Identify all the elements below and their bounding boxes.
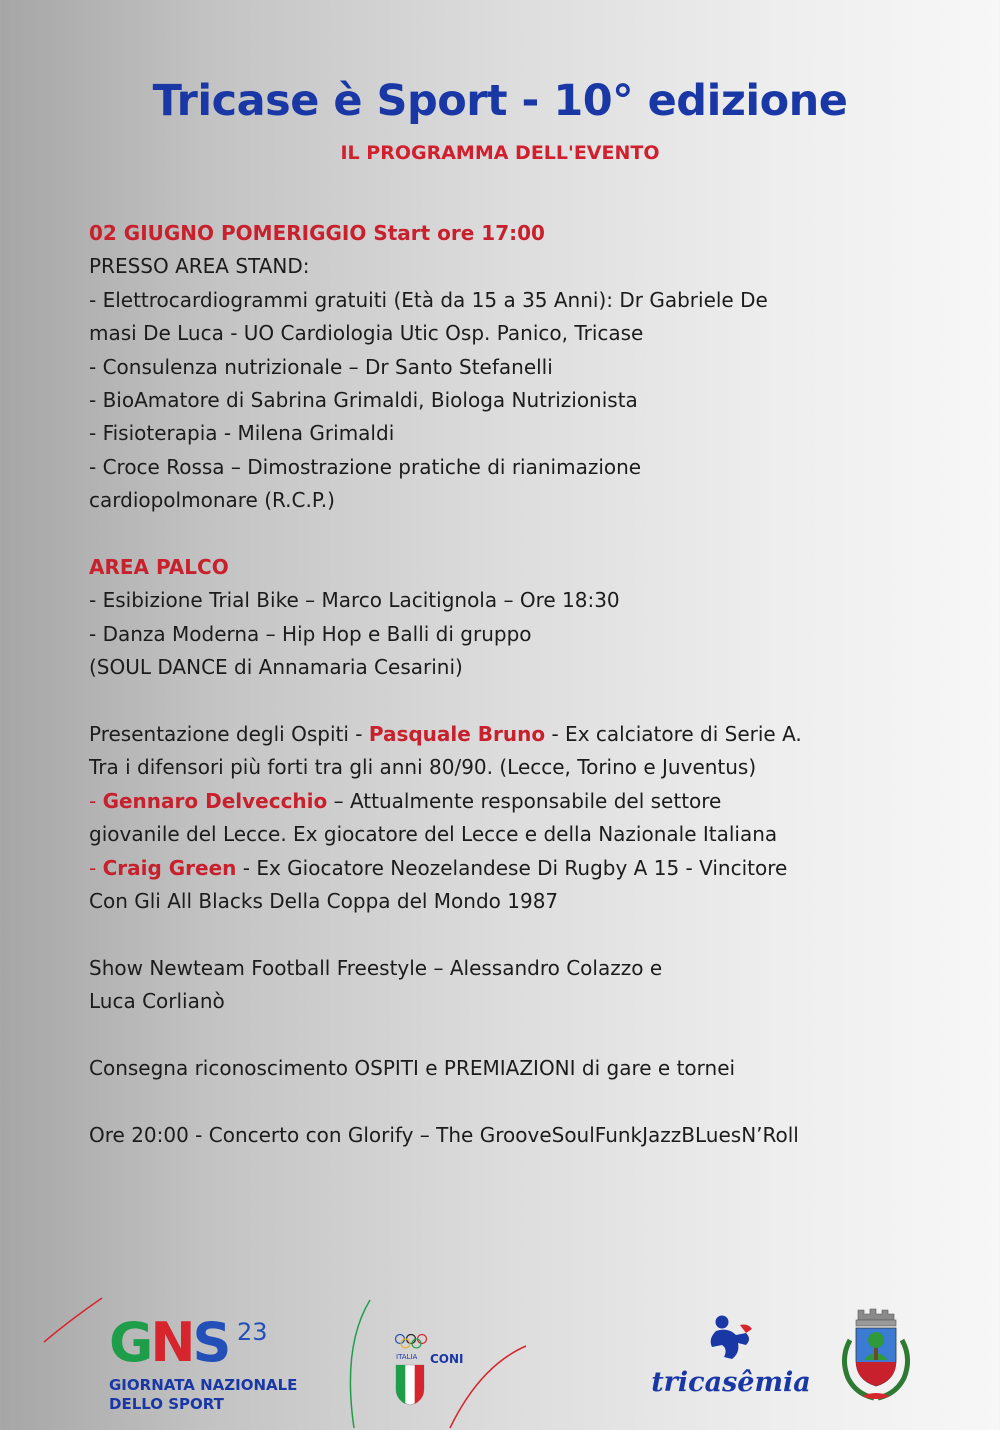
show-line: Show Newteam Football Freestyle – Alessandro Colazzo e (89, 955, 663, 980)
decorative-curve (40, 1290, 110, 1350)
puzzle-figure-icon (706, 1313, 766, 1369)
guest-line: Tra i difensori più forti tra gli anni 80/90. (Lecce, Torino e Juventus) (89, 755, 757, 780)
gns-edition-number: 23 (237, 1318, 268, 1346)
guest-name-1: Pasquale Bruno (368, 722, 546, 747)
tricasemia-logo (646, 1313, 816, 1403)
guest-desc-3: - Ex Giocatore Neozelandese Di Rugby A 15 - Vincitore (236, 855, 788, 880)
olympic-rings-icon (394, 1333, 428, 1349)
section1-line: - BioAmatore di Sabrina Grimaldi, Biologa Nutrizionista (89, 388, 638, 413)
section1-line: - Croce Rossa – Dimostrazione pratiche di rianimazione (89, 454, 642, 479)
program-content (89, 217, 949, 1152)
gns-letters (109, 1311, 229, 1374)
gns-logo (109, 1311, 298, 1413)
section1-line: PRESSO AREA STAND: (89, 254, 310, 279)
gns-letter-g: G (109, 1311, 151, 1374)
section1-line: cardiopolmonare (R.C.P.) (89, 488, 335, 513)
guest-prefix: - (89, 788, 103, 813)
gns-caption (109, 1376, 349, 1414)
guest-desc-2: – Attualmente responsabile del settore (327, 788, 722, 813)
guest-line: giovanile del Lecce. Ex giocatore del Lecce e della Nazionale Italiana (89, 822, 778, 847)
section1-line: - Consulenza nutrizionale – Dr Santo Stefanelli (89, 354, 553, 379)
municipal-crest-icon (836, 1306, 916, 1406)
guest-intro-line (89, 718, 949, 751)
concert-line: Ore 20:00 - Concerto con Glorify – The GrooveSoulFunkJazzBLuesN’Roll (89, 1122, 799, 1147)
guest-line (89, 852, 949, 885)
guest-name-3: Craig Green (102, 855, 237, 880)
section1-heading: 02 GIUGNO POMERIGGIO Start ore 17:00 (89, 221, 545, 245)
section1-line: - Fisioterapia - Milena Grimaldi (89, 421, 395, 446)
section1-line: masi De Luca - UO Cardiologia Utic Osp. Panico, Tricase (89, 321, 644, 346)
gns-letter-s: S (192, 1311, 229, 1374)
guest-prefix: - (89, 855, 103, 880)
show-line: Luca Corlianò (89, 989, 225, 1014)
guest-desc-1: - Ex calciatore di Serie A. (545, 722, 802, 747)
section1-line: - Elettrocardiogrammi gratuiti (Età da 15 a 35 Anni): Dr Gabriele De (89, 287, 768, 312)
coni-label: CONI (430, 1352, 464, 1366)
guest-name-2: Gennaro Delvecchio (102, 788, 328, 813)
guest-line: Con Gli All Blacks Della Coppa del Mondo 1987 (89, 889, 559, 914)
coni-italia-label: ITALIA (396, 1353, 418, 1361)
guest-intro: Presentazione degli Ospiti - (89, 722, 369, 747)
guest-line (89, 785, 949, 818)
section2-line: - Esibizione Trial Bike – Marco Lacitignola – Ore 18:30 (89, 588, 620, 613)
section2-heading: AREA PALCO (89, 555, 229, 580)
tricasemia-wordmark: tricasêmia (651, 1367, 811, 1398)
section2-line: - Danza Moderna – Hip Hop e Balli di gruppo (89, 621, 532, 646)
section2-line: (SOUL DANCE di Annamaria Cesarini) (89, 655, 463, 680)
italy-shield-icon (394, 1363, 426, 1407)
page-subtitle: IL PROGRAMMA DELL'EVENTO (340, 142, 660, 164)
gns-caption-line: GIORNATA NAZIONALE (109, 1376, 298, 1394)
gns-letter-n: N (150, 1311, 193, 1374)
awards-line: Consegna riconoscimento OSPITI e PREMIAZIONI di gare e tornei (89, 1056, 736, 1081)
gns-caption-line: DELLO SPORT (109, 1395, 224, 1413)
page-title: Tricase è Sport - 10° edizione (152, 76, 848, 126)
